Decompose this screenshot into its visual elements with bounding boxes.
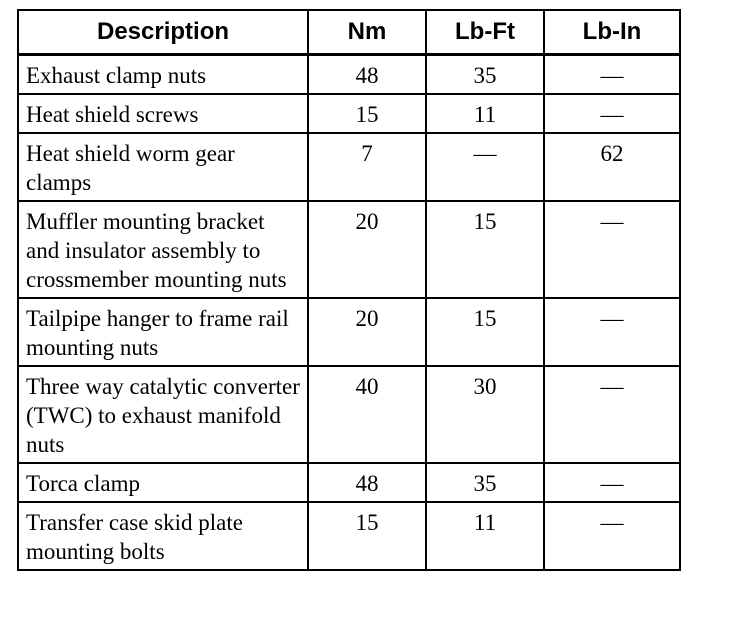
table-row [18, 94, 680, 133]
header-description: Description [18, 10, 308, 55]
cell-lb-ft: 35 [426, 463, 544, 502]
header-nm: Nm [308, 10, 426, 55]
cell-description: Tailpipe hanger to frame rail mounting nuts [18, 298, 308, 366]
cell-description: Heat shield worm gear clamps [18, 133, 308, 201]
cell-description: Three way catalytic converter (TWC) to exhaust manifold nuts [18, 366, 308, 463]
cell-nm: 48 [308, 55, 426, 95]
cell-lb-in: — [544, 298, 680, 366]
cell-description: Muffler mounting bracket and insulator assembly to crossmember mounting nuts [18, 201, 308, 298]
cell-lb-ft: 15 [426, 201, 544, 298]
cell-description: Transfer case skid plate mounting bolts [18, 502, 308, 570]
cell-lb-ft: 30 [426, 366, 544, 463]
table-row [18, 366, 680, 463]
cell-description: Heat shield screws [18, 94, 308, 133]
cell-description: Exhaust clamp nuts [18, 55, 308, 95]
cell-lb-in: — [544, 201, 680, 298]
table-row [18, 133, 680, 201]
header-lb-ft: Lb-Ft [426, 10, 544, 55]
cell-lb-in: — [544, 366, 680, 463]
table-row [18, 55, 680, 95]
header-lb-in: Lb-In [544, 10, 680, 55]
table-row [18, 201, 680, 298]
cell-nm: 7 [308, 133, 426, 201]
header-row [18, 10, 680, 55]
cell-lb-in: — [544, 463, 680, 502]
table-row [18, 463, 680, 502]
cell-nm: 40 [308, 366, 426, 463]
table-row [18, 502, 680, 570]
cell-lb-in: 62 [544, 133, 680, 201]
cell-lb-ft: 11 [426, 502, 544, 570]
torque-spec-table [17, 9, 681, 571]
cell-nm: 20 [308, 201, 426, 298]
cell-lb-ft: 35 [426, 55, 544, 95]
cell-lb-ft: 11 [426, 94, 544, 133]
cell-nm: 48 [308, 463, 426, 502]
cell-nm: 20 [308, 298, 426, 366]
cell-nm: 15 [308, 502, 426, 570]
cell-description: Torca clamp [18, 463, 308, 502]
cell-lb-in: — [544, 502, 680, 570]
cell-lb-ft: 15 [426, 298, 544, 366]
cell-lb-ft: — [426, 133, 544, 201]
cell-nm: 15 [308, 94, 426, 133]
table-row [18, 298, 680, 366]
cell-lb-in: — [544, 94, 680, 133]
cell-lb-in: — [544, 55, 680, 95]
